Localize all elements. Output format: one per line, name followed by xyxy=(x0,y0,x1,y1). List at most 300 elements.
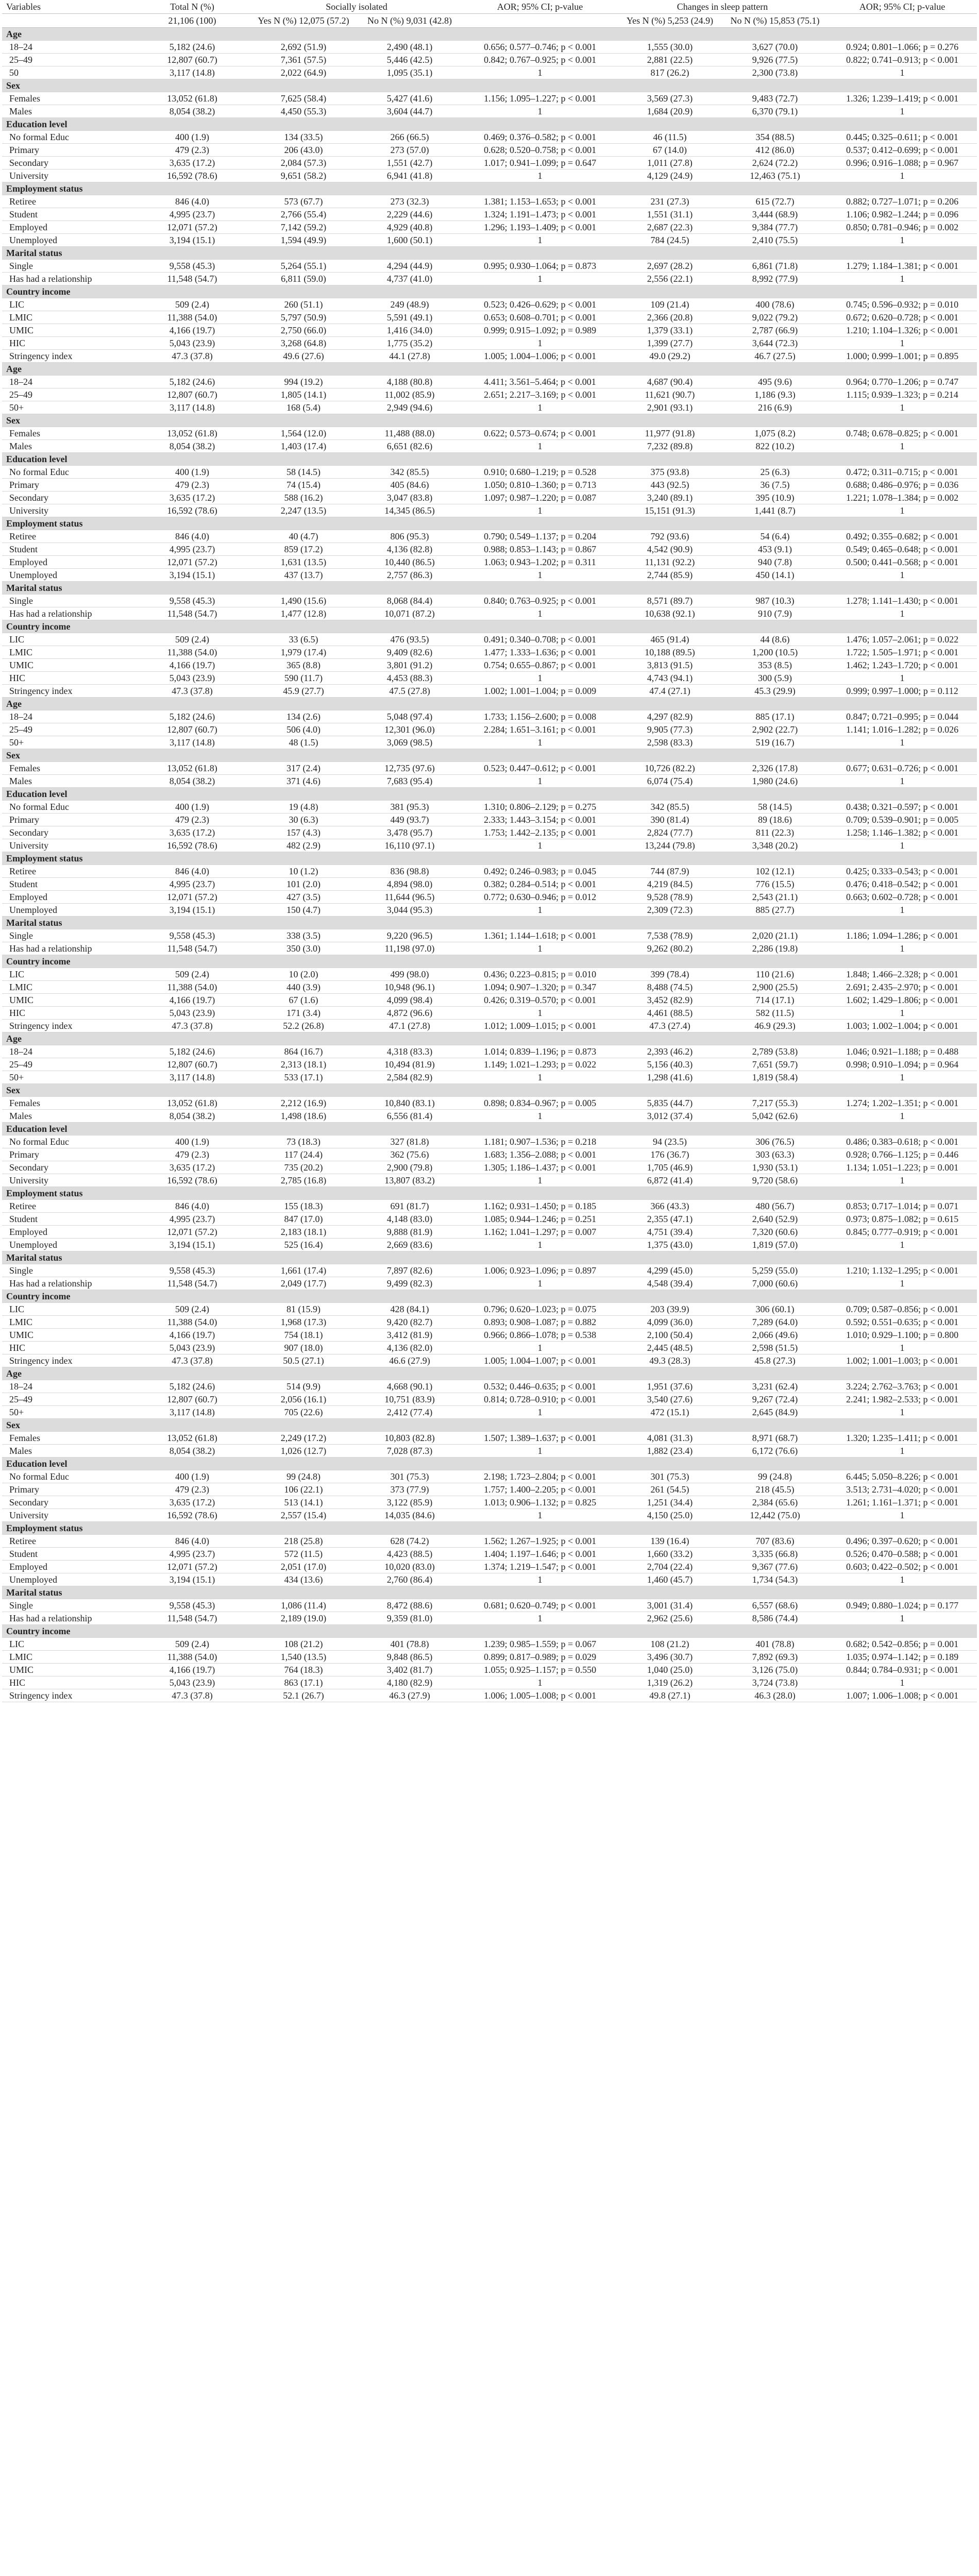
table-cell: 5,182 (24.6) xyxy=(134,1045,250,1058)
table-cell: 3,335 (66.8) xyxy=(722,1548,828,1561)
table-cell: 176 (36.7) xyxy=(617,1148,722,1161)
table-row xyxy=(2,208,977,221)
table-cell: 13,052 (61.8) xyxy=(134,92,250,105)
table-row xyxy=(2,1058,977,1071)
table-cell: 3,604 (44.7) xyxy=(357,105,463,118)
table-cell: 4,461 (88.5) xyxy=(617,1007,722,1020)
section-title: Age xyxy=(2,363,977,376)
table-cell: 3,348 (20.2) xyxy=(722,839,828,852)
table-cell: 4,294 (44.9) xyxy=(357,260,463,273)
table-cell: 0.899; 0.817–0.989; p = 0.029 xyxy=(463,1651,617,1664)
table-row xyxy=(2,66,977,79)
table-row xyxy=(2,1393,977,1406)
table-cell: 1.462; 1.243–1.720; p < 0.001 xyxy=(828,659,977,672)
table-cell: 2,697 (28.2) xyxy=(617,260,722,273)
table-cell: 885 (17.1) xyxy=(722,710,828,723)
table-cell: 0.842; 0.767–0.925; p < 0.001 xyxy=(463,54,617,66)
table-cell: 1,540 (13.5) xyxy=(250,1651,357,1664)
table-cell: 2,962 (25.6) xyxy=(617,1612,722,1625)
table-cell: 1.562; 1.267–1.925; p < 0.001 xyxy=(463,1535,617,1548)
table-cell: 0.844; 0.784–0.931; p < 0.001 xyxy=(828,1664,977,1676)
table-cell: 1,379 (33.1) xyxy=(617,324,722,337)
row-label: Employed xyxy=(2,556,134,569)
section-title: Education level xyxy=(2,453,977,466)
table-cell: 366 (43.3) xyxy=(617,1200,722,1213)
table-cell: 5,043 (23.9) xyxy=(134,337,250,350)
row-label: Retiree xyxy=(2,1200,134,1213)
section-title: Age xyxy=(2,1367,977,1380)
table-cell: 7,142 (59.2) xyxy=(250,221,357,234)
table-cell: 4,872 (96.6) xyxy=(357,1007,463,1020)
table-cell: 9,558 (45.3) xyxy=(134,260,250,273)
table-cell: 1 xyxy=(828,234,977,247)
table-cell: 44 (8.6) xyxy=(722,633,828,646)
row-label: Stringency index xyxy=(2,685,134,698)
table-cell: 1.602; 1.429–1.806; p < 0.001 xyxy=(828,994,977,1007)
table-cell: 1.035; 0.974–1.142; p = 0.189 xyxy=(828,1651,977,1664)
table-cell: 3,724 (73.8) xyxy=(722,1676,828,1689)
table-cell: 47.4 (27.1) xyxy=(617,685,722,698)
table-cell: 806 (95.3) xyxy=(357,530,463,543)
table-cell: 9,267 (72.4) xyxy=(722,1393,828,1406)
table-cell: 479 (2.3) xyxy=(134,1483,250,1496)
table-cell: 1 xyxy=(828,1071,977,1084)
table-row xyxy=(2,1097,977,1110)
table-cell: 1 xyxy=(463,66,617,79)
row-label: Student xyxy=(2,1548,134,1561)
table-cell: 846 (4.0) xyxy=(134,1535,250,1548)
table-cell: 1.507; 1.389–1.637; p < 0.001 xyxy=(463,1432,617,1445)
table-cell: 49.8 (27.1) xyxy=(617,1689,722,1702)
table-cell: 513 (14.1) xyxy=(250,1496,357,1509)
table-cell: 11,548 (54.7) xyxy=(134,1277,250,1290)
table-cell: 440 (3.9) xyxy=(250,981,357,994)
table-cell: 792 (93.6) xyxy=(617,530,722,543)
table-cell: 2,760 (86.4) xyxy=(357,1573,463,1586)
table-cell: 1,086 (11.4) xyxy=(250,1599,357,1612)
table-row xyxy=(2,337,977,350)
table-cell: 4,548 (39.4) xyxy=(617,1277,722,1290)
table-cell: 10,751 (83.9) xyxy=(357,1393,463,1406)
table-cell: 16,592 (78.6) xyxy=(134,1509,250,1522)
row-label: Males xyxy=(2,440,134,453)
table-cell: 859 (17.2) xyxy=(250,543,357,556)
table-cell: 12,735 (97.6) xyxy=(357,762,463,775)
row-label: 25–49 xyxy=(2,723,134,736)
table-cell: 338 (3.5) xyxy=(250,929,357,942)
table-cell: 2,183 (18.1) xyxy=(250,1226,357,1239)
table-row xyxy=(2,492,977,504)
table-cell: 1 xyxy=(463,1007,617,1020)
table-row xyxy=(2,388,977,401)
table-row xyxy=(2,234,977,247)
table-cell: 1.683; 1.356–2.088; p < 0.001 xyxy=(463,1148,617,1161)
table-cell: 10,440 (86.5) xyxy=(357,556,463,569)
table-cell: 1.274; 1.202–1.351; p < 0.001 xyxy=(828,1097,977,1110)
section-row xyxy=(2,582,977,595)
table-row xyxy=(2,595,977,607)
table-cell: 519 (16.7) xyxy=(722,736,828,749)
row-label: 50+ xyxy=(2,1406,134,1419)
table-row xyxy=(2,659,977,672)
table-cell: 8,586 (74.4) xyxy=(722,1612,828,1625)
table-cell: 1.381; 1.153–1.653; p < 0.001 xyxy=(463,195,617,208)
table-cell: 0.893; 0.908–1.087; p = 0.882 xyxy=(463,1316,617,1329)
section-row xyxy=(2,852,977,865)
row-label: 18–24 xyxy=(2,376,134,388)
table-cell: 327 (81.8) xyxy=(357,1136,463,1148)
section-row xyxy=(2,517,977,530)
table-cell: 206 (43.0) xyxy=(250,144,357,157)
table-cell: 846 (4.0) xyxy=(134,195,250,208)
table-cell: 300 (5.9) xyxy=(722,672,828,685)
table-cell: 108 (21.2) xyxy=(617,1638,722,1651)
row-label: Females xyxy=(2,1097,134,1110)
table-cell: 1 xyxy=(828,1406,977,1419)
table-cell: 350 (3.0) xyxy=(250,942,357,955)
table-cell: 0.847; 0.721–0.995; p = 0.044 xyxy=(828,710,977,723)
table-cell: 16,592 (78.6) xyxy=(134,1174,250,1187)
table-cell: 1 xyxy=(828,1174,977,1187)
table-cell: 9,558 (45.3) xyxy=(134,1264,250,1277)
table-cell: 1 xyxy=(463,337,617,350)
table-row xyxy=(2,878,977,891)
table-cell: 106 (22.1) xyxy=(250,1483,357,1496)
table-cell: 10 (2.0) xyxy=(250,968,357,981)
table-cell: 157 (4.3) xyxy=(250,826,357,839)
table-cell: 3,117 (14.8) xyxy=(134,1071,250,1084)
section-row xyxy=(2,749,977,762)
table-cell: 44.1 (27.8) xyxy=(357,350,463,363)
section-title: Marital status xyxy=(2,1251,977,1264)
table-cell: 9,848 (86.5) xyxy=(357,1651,463,1664)
table-cell: 11,644 (96.5) xyxy=(357,891,463,904)
row-label: University xyxy=(2,1509,134,1522)
table-cell: 3,412 (81.9) xyxy=(357,1329,463,1342)
row-label: LIC xyxy=(2,1638,134,1651)
table-cell: 8,571 (89.7) xyxy=(617,595,722,607)
table-cell: 0.677; 0.631–0.726; p < 0.001 xyxy=(828,762,977,775)
header-sleep: Changes in sleep pattern xyxy=(617,0,828,14)
table-row xyxy=(2,1470,977,1483)
table-cell: 2,766 (55.4) xyxy=(250,208,357,221)
table-cell: 99 (24.8) xyxy=(722,1470,828,1483)
table-cell: 12,807 (60.7) xyxy=(134,1393,250,1406)
row-label: Employed xyxy=(2,1561,134,1573)
table-row xyxy=(2,1226,977,1239)
table-cell: 12,807 (60.7) xyxy=(134,388,250,401)
table-cell: 2,949 (94.6) xyxy=(357,401,463,414)
table-cell: 5,446 (42.5) xyxy=(357,54,463,66)
table-cell: 13,807 (83.2) xyxy=(357,1174,463,1187)
table-cell: 1 xyxy=(463,672,617,685)
table-cell: 4,668 (90.1) xyxy=(357,1380,463,1393)
table-cell: 218 (45.5) xyxy=(722,1483,828,1496)
section-row xyxy=(2,1123,977,1136)
table-cell: 12,807 (60.7) xyxy=(134,723,250,736)
row-label: Unemployed xyxy=(2,1573,134,1586)
table-cell: 1 xyxy=(463,1174,617,1187)
table-cell: 0.476; 0.418–0.542; p < 0.001 xyxy=(828,878,977,891)
table-row xyxy=(2,981,977,994)
table-cell: 10,188 (89.5) xyxy=(617,646,722,659)
row-label: Student xyxy=(2,543,134,556)
table-row xyxy=(2,1496,977,1509)
table-cell: 16,592 (78.6) xyxy=(134,504,250,517)
table-cell: 2,384 (65.6) xyxy=(722,1496,828,1509)
table-row xyxy=(2,1573,977,1586)
table-cell: 1.094; 0.907–1.320; p = 0.347 xyxy=(463,981,617,994)
section-title: Age xyxy=(2,1032,977,1045)
table-row xyxy=(2,479,977,492)
table-cell: 371 (4.6) xyxy=(250,775,357,788)
table-cell: 5,264 (55.1) xyxy=(250,260,357,273)
table-cell: 139 (16.4) xyxy=(617,1535,722,1548)
table-cell: 1 xyxy=(828,1342,977,1354)
table-cell: 525 (16.4) xyxy=(250,1239,357,1251)
table-row xyxy=(2,1406,977,1419)
table-cell: 9,720 (58.6) xyxy=(722,1174,828,1187)
table-cell: 9,888 (81.9) xyxy=(357,1226,463,1239)
row-label: Unemployed xyxy=(2,1239,134,1251)
table-cell: 7,897 (82.6) xyxy=(357,1264,463,1277)
table-cell: 3,801 (91.2) xyxy=(357,659,463,672)
table-row xyxy=(2,556,977,569)
table-cell: 514 (9.9) xyxy=(250,1380,357,1393)
table-cell: 0.653; 0.608–0.701; p < 0.001 xyxy=(463,311,617,324)
table-cell: 6,651 (82.6) xyxy=(357,440,463,453)
table-cell: 3,194 (15.1) xyxy=(134,1239,250,1251)
row-label: Unemployed xyxy=(2,234,134,247)
header-yes-socially: Yes N (%) 12,075 (57.2) xyxy=(250,14,357,28)
table-cell: 8,971 (68.7) xyxy=(722,1432,828,1445)
table-cell: 4,136 (82.0) xyxy=(357,1342,463,1354)
table-cell: 1 xyxy=(828,1110,977,1123)
table-cell: 0.709; 0.587–0.856; p < 0.001 xyxy=(828,1303,977,1316)
table-row xyxy=(2,1316,977,1329)
table-cell: 0.469; 0.376–0.582; p < 0.001 xyxy=(463,131,617,144)
row-label: Females xyxy=(2,762,134,775)
table-cell: 52.1 (26.7) xyxy=(250,1689,357,1702)
row-label: Primary xyxy=(2,479,134,492)
table-cell: 266 (66.5) xyxy=(357,131,463,144)
table-cell: 2,900 (25.5) xyxy=(722,981,828,994)
row-label: HIC xyxy=(2,1007,134,1020)
section-title: Marital status xyxy=(2,1586,977,1599)
table-cell: 2.241; 1.982–2.533; p < 0.001 xyxy=(828,1393,977,1406)
table-cell: 2,750 (66.0) xyxy=(250,324,357,337)
row-label: LIC xyxy=(2,1303,134,1316)
table-row xyxy=(2,1509,977,1522)
row-label: Unemployed xyxy=(2,569,134,582)
table-cell: 1,498 (18.6) xyxy=(250,1110,357,1123)
table-cell: 3,644 (72.3) xyxy=(722,337,828,350)
table-row xyxy=(2,891,977,904)
table-cell: 3,117 (14.8) xyxy=(134,736,250,749)
table-cell: 400 (78.6) xyxy=(722,298,828,311)
table-cell: 1 xyxy=(463,942,617,955)
section-row xyxy=(2,182,977,195)
table-cell: 1 xyxy=(828,504,977,517)
table-cell: 342 (85.5) xyxy=(357,466,463,479)
table-cell: 47.1 (27.8) xyxy=(357,1020,463,1032)
table-cell: 2,286 (19.8) xyxy=(722,942,828,955)
table-cell: 3,194 (15.1) xyxy=(134,234,250,247)
table-cell: 3,001 (31.4) xyxy=(617,1599,722,1612)
table-cell: 2,309 (72.3) xyxy=(617,904,722,917)
table-cell: 0.532; 0.446–0.635; p < 0.001 xyxy=(463,1380,617,1393)
table-cell: 10,726 (82.2) xyxy=(617,762,722,775)
table-cell: 6,172 (76.6) xyxy=(722,1445,828,1458)
table-cell: 45.8 (27.3) xyxy=(722,1354,828,1367)
table-cell: 6.445; 5.050–8.226; p < 0.001 xyxy=(828,1470,977,1483)
table-row xyxy=(2,710,977,723)
table-cell: 847 (17.0) xyxy=(250,1213,357,1226)
table-cell: 1.848; 1.466–2.328; p < 0.001 xyxy=(828,968,977,981)
table-cell: 2.651; 2.217–3.169; p < 0.001 xyxy=(463,388,617,401)
table-cell: 2.198; 1.723–2.804; p < 0.001 xyxy=(463,1470,617,1483)
table-cell: 0.549; 0.465–0.648; p < 0.001 xyxy=(828,543,977,556)
table-cell: 1,298 (41.6) xyxy=(617,1071,722,1084)
table-row xyxy=(2,273,977,285)
table-cell: 1 xyxy=(463,775,617,788)
table-cell: 7,683 (95.4) xyxy=(357,775,463,788)
table-cell: 2,744 (85.9) xyxy=(617,569,722,582)
table-cell: 3.224; 2.762–3.763; p < 0.001 xyxy=(828,1380,977,1393)
table-cell: 509 (2.4) xyxy=(134,1638,250,1651)
row-label: Single xyxy=(2,595,134,607)
row-label: UMIC xyxy=(2,1664,134,1676)
table-cell: 102 (12.1) xyxy=(722,865,828,878)
table-row xyxy=(2,1303,977,1316)
table-cell: 846 (4.0) xyxy=(134,865,250,878)
table-cell: 0.709; 0.539–0.901; p = 0.005 xyxy=(828,814,977,826)
table-cell: 1,200 (10.5) xyxy=(722,646,828,659)
table-cell: 1 xyxy=(828,1007,977,1020)
table-cell: 1,490 (15.6) xyxy=(250,595,357,607)
table-cell: 46.9 (29.3) xyxy=(722,1020,828,1032)
table-row xyxy=(2,1664,977,1676)
table-cell: 4,166 (19.7) xyxy=(134,1664,250,1676)
table-cell: 811 (22.3) xyxy=(722,826,828,839)
table-cell: 5,591 (49.1) xyxy=(357,311,463,324)
table-cell: 472 (15.1) xyxy=(617,1406,722,1419)
table-cell: 1.733; 1.156–2.600; p = 0.008 xyxy=(463,710,617,723)
header-aor-1: AOR; 95% CI; p-value xyxy=(463,0,617,14)
table-cell: 45.3 (29.9) xyxy=(722,685,828,698)
table-cell: 49.3 (28.3) xyxy=(617,1354,722,1367)
table-cell: 12,463 (75.1) xyxy=(722,170,828,182)
table-cell: 784 (24.5) xyxy=(617,234,722,247)
table-cell: 7,000 (60.6) xyxy=(722,1277,828,1290)
table-cell: 0.492; 0.246–0.983; p = 0.045 xyxy=(463,865,617,878)
table-cell: 764 (18.3) xyxy=(250,1664,357,1676)
table-cell: 1.239; 0.985–1.559; p = 0.067 xyxy=(463,1638,617,1651)
table-cell: 6,556 (81.4) xyxy=(357,1110,463,1123)
table-cell: 58 (14.5) xyxy=(250,466,357,479)
table-row xyxy=(2,1432,977,1445)
table-cell: 11,548 (54.7) xyxy=(134,1612,250,1625)
table-cell: 2,412 (77.4) xyxy=(357,1406,463,1419)
table-cell: 1 xyxy=(828,1612,977,1625)
header-no-socially: No N (%) 9,031 (42.8) xyxy=(357,14,463,28)
table-cell: 16,110 (97.1) xyxy=(357,839,463,852)
section-row xyxy=(2,1419,977,1432)
table-cell: 11,388 (54.0) xyxy=(134,1316,250,1329)
header-socially-isolated: Socially isolated xyxy=(250,0,463,14)
table-cell: 1 xyxy=(463,440,617,453)
table-cell: 150 (4.7) xyxy=(250,904,357,917)
table-cell: 754 (18.1) xyxy=(250,1329,357,1342)
table-cell: 11,548 (54.7) xyxy=(134,607,250,620)
section-row xyxy=(2,1251,977,1264)
table-cell: 1,026 (12.7) xyxy=(250,1445,357,1458)
header-no-sleep: No N (%) 15,853 (75.1) xyxy=(722,14,828,28)
table-cell: 1,403 (17.4) xyxy=(250,440,357,453)
table-cell: 1.141; 1.016–1.282; p = 0.026 xyxy=(828,723,977,736)
table-cell: 0.796; 0.620–1.023; p = 0.075 xyxy=(463,1303,617,1316)
row-label: No formal Educ xyxy=(2,801,134,814)
table-cell: 25 (6.3) xyxy=(722,466,828,479)
table-cell: 2,247 (13.5) xyxy=(250,504,357,517)
table-row xyxy=(2,376,977,388)
row-label: LMIC xyxy=(2,1316,134,1329)
table-row xyxy=(2,1329,977,1342)
table-cell: 817 (26.2) xyxy=(617,66,722,79)
table-row xyxy=(2,1354,977,1367)
table-cell: 9,359 (81.0) xyxy=(357,1612,463,1625)
table-cell: 1.757; 1.400–2.205; p < 0.001 xyxy=(463,1483,617,1496)
table-cell: 6,074 (75.4) xyxy=(617,775,722,788)
table-cell: 9,483 (72.7) xyxy=(722,92,828,105)
table-cell: 4,751 (39.4) xyxy=(617,1226,722,1239)
table-cell: 3,478 (95.7) xyxy=(357,826,463,839)
table-cell: 1 xyxy=(828,607,977,620)
table-cell: 395 (10.9) xyxy=(722,492,828,504)
table-cell: 4,166 (19.7) xyxy=(134,659,250,672)
table-cell: 1.063; 0.943–1.202; p = 0.311 xyxy=(463,556,617,569)
table-row xyxy=(2,569,977,582)
table-cell: 7,625 (58.4) xyxy=(250,92,357,105)
table-cell: 1 xyxy=(828,170,977,182)
row-label: Single xyxy=(2,1599,134,1612)
table-cell: 354 (88.5) xyxy=(722,131,828,144)
table-cell: 89 (18.6) xyxy=(722,814,828,826)
table-cell: 590 (11.7) xyxy=(250,672,357,685)
table-cell: 1.106; 0.982–1.244; p = 0.096 xyxy=(828,208,977,221)
table-cell: 3,496 (30.7) xyxy=(617,1651,722,1664)
table-row xyxy=(2,440,977,453)
table-cell: 572 (11.5) xyxy=(250,1548,357,1561)
table-row xyxy=(2,311,977,324)
table-cell: 0.523; 0.447–0.612; p < 0.001 xyxy=(463,762,617,775)
table-cell: 2,212 (16.9) xyxy=(250,1097,357,1110)
table-row xyxy=(2,350,977,363)
table-cell: 9,367 (77.6) xyxy=(722,1561,828,1573)
table-cell: 9,022 (79.2) xyxy=(722,311,828,324)
table-cell: 735 (20.2) xyxy=(250,1161,357,1174)
table-cell: 0.682; 0.542–0.856; p = 0.001 xyxy=(828,1638,977,1651)
table-cell: 0.628; 0.520–0.758; p < 0.001 xyxy=(463,144,617,157)
table-cell: 744 (87.9) xyxy=(617,865,722,878)
table-cell: 10,638 (92.1) xyxy=(617,607,722,620)
table-row xyxy=(2,298,977,311)
table-cell: 3,635 (17.2) xyxy=(134,826,250,839)
table-cell: 1,551 (31.1) xyxy=(617,208,722,221)
row-label: Stringency index xyxy=(2,1689,134,1702)
table-cell: 1 xyxy=(463,1110,617,1123)
table-cell: 1 xyxy=(463,273,617,285)
